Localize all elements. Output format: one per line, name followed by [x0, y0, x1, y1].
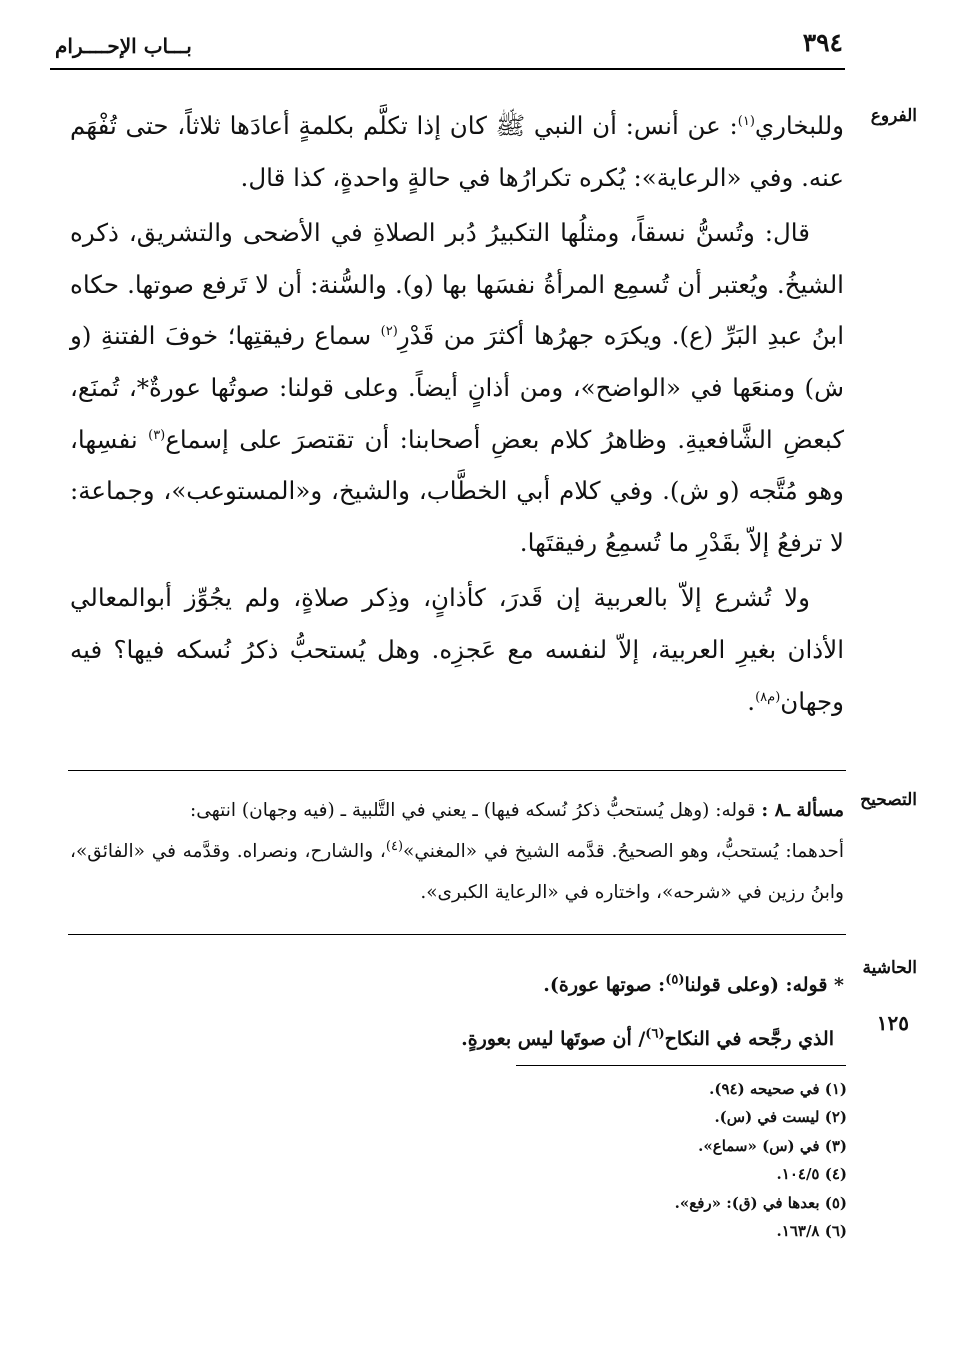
- footnotes: [347, 1075, 847, 1245]
- page-header: [55, 28, 843, 68]
- hashiya-label: الحاشية: [862, 958, 917, 978]
- tashih-line-1-text: قوله: (وهل يُستحبُّ ذكرُ نُسكه فيها) ـ يعني في التَّلبية ـ (فيه وجهان) انتهى:: [189, 800, 762, 821]
- hashiya-line-1: * قوله: (وعلى قولنا$^{(٥)}$: صوتها عورة).: [543, 972, 844, 996]
- footnote-rule: [516, 1065, 846, 1066]
- text-run: قال: وتُسنُّ نسقاً، ومثلُها التكبيرُ دُبر الصلاةِ في الأضحى والتشريق، ذكره الشيخُ. ويُعتبر أن تُسمِع المرأةُ نفسَها بها (و). والسُّنة: أن لا تَرفع صوتها. حكاه ابنُ عبدِ البَرِّ (ع). ويكرَه جهرُها أكثرَ من قَدْرِ: [70, 218, 844, 351]
- text-run: ولا تُشرع إلاّ بالعربية إن قَدرَ، كأذانٍ، وذِكر صلاةٍ، ولم يجُوِّز أبوالمعالي الأذان بغيرِ العربية، إلاّ لنفسه مع عَجزِه. وهل يُستحبُّ ذكرُ نُسكه فيها؟ فيه وجهان: [70, 583, 844, 716]
- footnote-ref: (٤): [385, 838, 404, 854]
- running-title: بـــاب الإحــــرام: [55, 34, 192, 58]
- text-run: : عن أنس: أن النبي ﷺ كان إذا تكلَّم بكلمةٍ أعادَها ثلاثاً، حتى تُفْهَم عنه. وفي «الرعاية»: يُكره تكرارُها في حالةٍ واحدةٍ، كذا قال.: [70, 111, 844, 192]
- footnote-ref: (٢): [380, 324, 398, 340]
- footnote-5: (٥) بعدها في (ق): «رفع».: [674, 1193, 847, 1212]
- tashih-line-2: [70, 831, 844, 913]
- text-run: .: [747, 686, 756, 716]
- page-number: ٣٩٤: [802, 28, 843, 57]
- text-run: سماع رفيقتِها؛ خوفَ الفتنةِ (و ش) ومنعَها في «الواضح»، ومن أذانٍ أيضاً. وعلى قولنا: صوتُها عورةٌ*، تُمنَع، كبعضِ الشَّافعيةِ. وظاهرُ كلام بعضِ أصحابنا: أن تقتصرَ على إسماع: [70, 321, 844, 454]
- tashih-text: [70, 790, 844, 913]
- footnote-1: (١) في صحيحه (٩٤).: [709, 1080, 847, 1098]
- footnote-ref: (٣): [148, 427, 166, 443]
- tashih-label: التصحيح: [860, 790, 917, 810]
- footnote-6: (٦) ١٦٣/٨.: [776, 1222, 847, 1241]
- text-run: أحدهما: يُستحبُّ، وهو الصحيحُ. قدَّمه الشيخ في «المغني»: [403, 841, 844, 862]
- footnote-4: (٤) ١٠٤/٥.: [776, 1165, 847, 1184]
- tashih-rule: [68, 770, 846, 771]
- main-text: [70, 100, 844, 727]
- main-paragraph: [70, 100, 844, 203]
- tashih-line-1: [70, 790, 844, 831]
- footnote-2: (٢) ليست في (س).: [714, 1108, 847, 1127]
- header-rule: [50, 68, 845, 70]
- main-paragraph: [70, 572, 844, 727]
- issue-label: مسألة ـ٨ :: [761, 800, 844, 821]
- footnote-ref: (١): [737, 113, 755, 129]
- footnote-ref: (م٨): [755, 689, 781, 705]
- hashiya-line-2: الذي رجَّحه في النكاح$^{(٦)}$/ أن صوتَها ليس بعورةٍ.: [461, 1026, 834, 1050]
- footnote-3: (٣) في (س) «سماع».: [698, 1136, 847, 1155]
- note-number: ١٢٥: [876, 1011, 909, 1035]
- text-run: ، والشارح، ونصراه. وقدَّمه في «الفائق»، وابنُ رزين في «شرحه»، واختاره في «الرعاية الكبرى».: [70, 841, 844, 903]
- furu-label: الفروع: [870, 106, 917, 126]
- hashiya-rule: [68, 934, 846, 935]
- text-run: وللبخاري: [754, 111, 844, 140]
- text-run: نفسِها، وهو مُتَّجه (و ش). وفي كلام أبي الخطَّاب، والشيخ، و«المستوعب»، وجماعة: لا ترفعُ إلاّ بقَدْرِ ما تُسمِعُ رفيقتَها.: [70, 424, 844, 557]
- main-paragraph: [70, 207, 844, 568]
- hashiya-text: [70, 958, 844, 1066]
